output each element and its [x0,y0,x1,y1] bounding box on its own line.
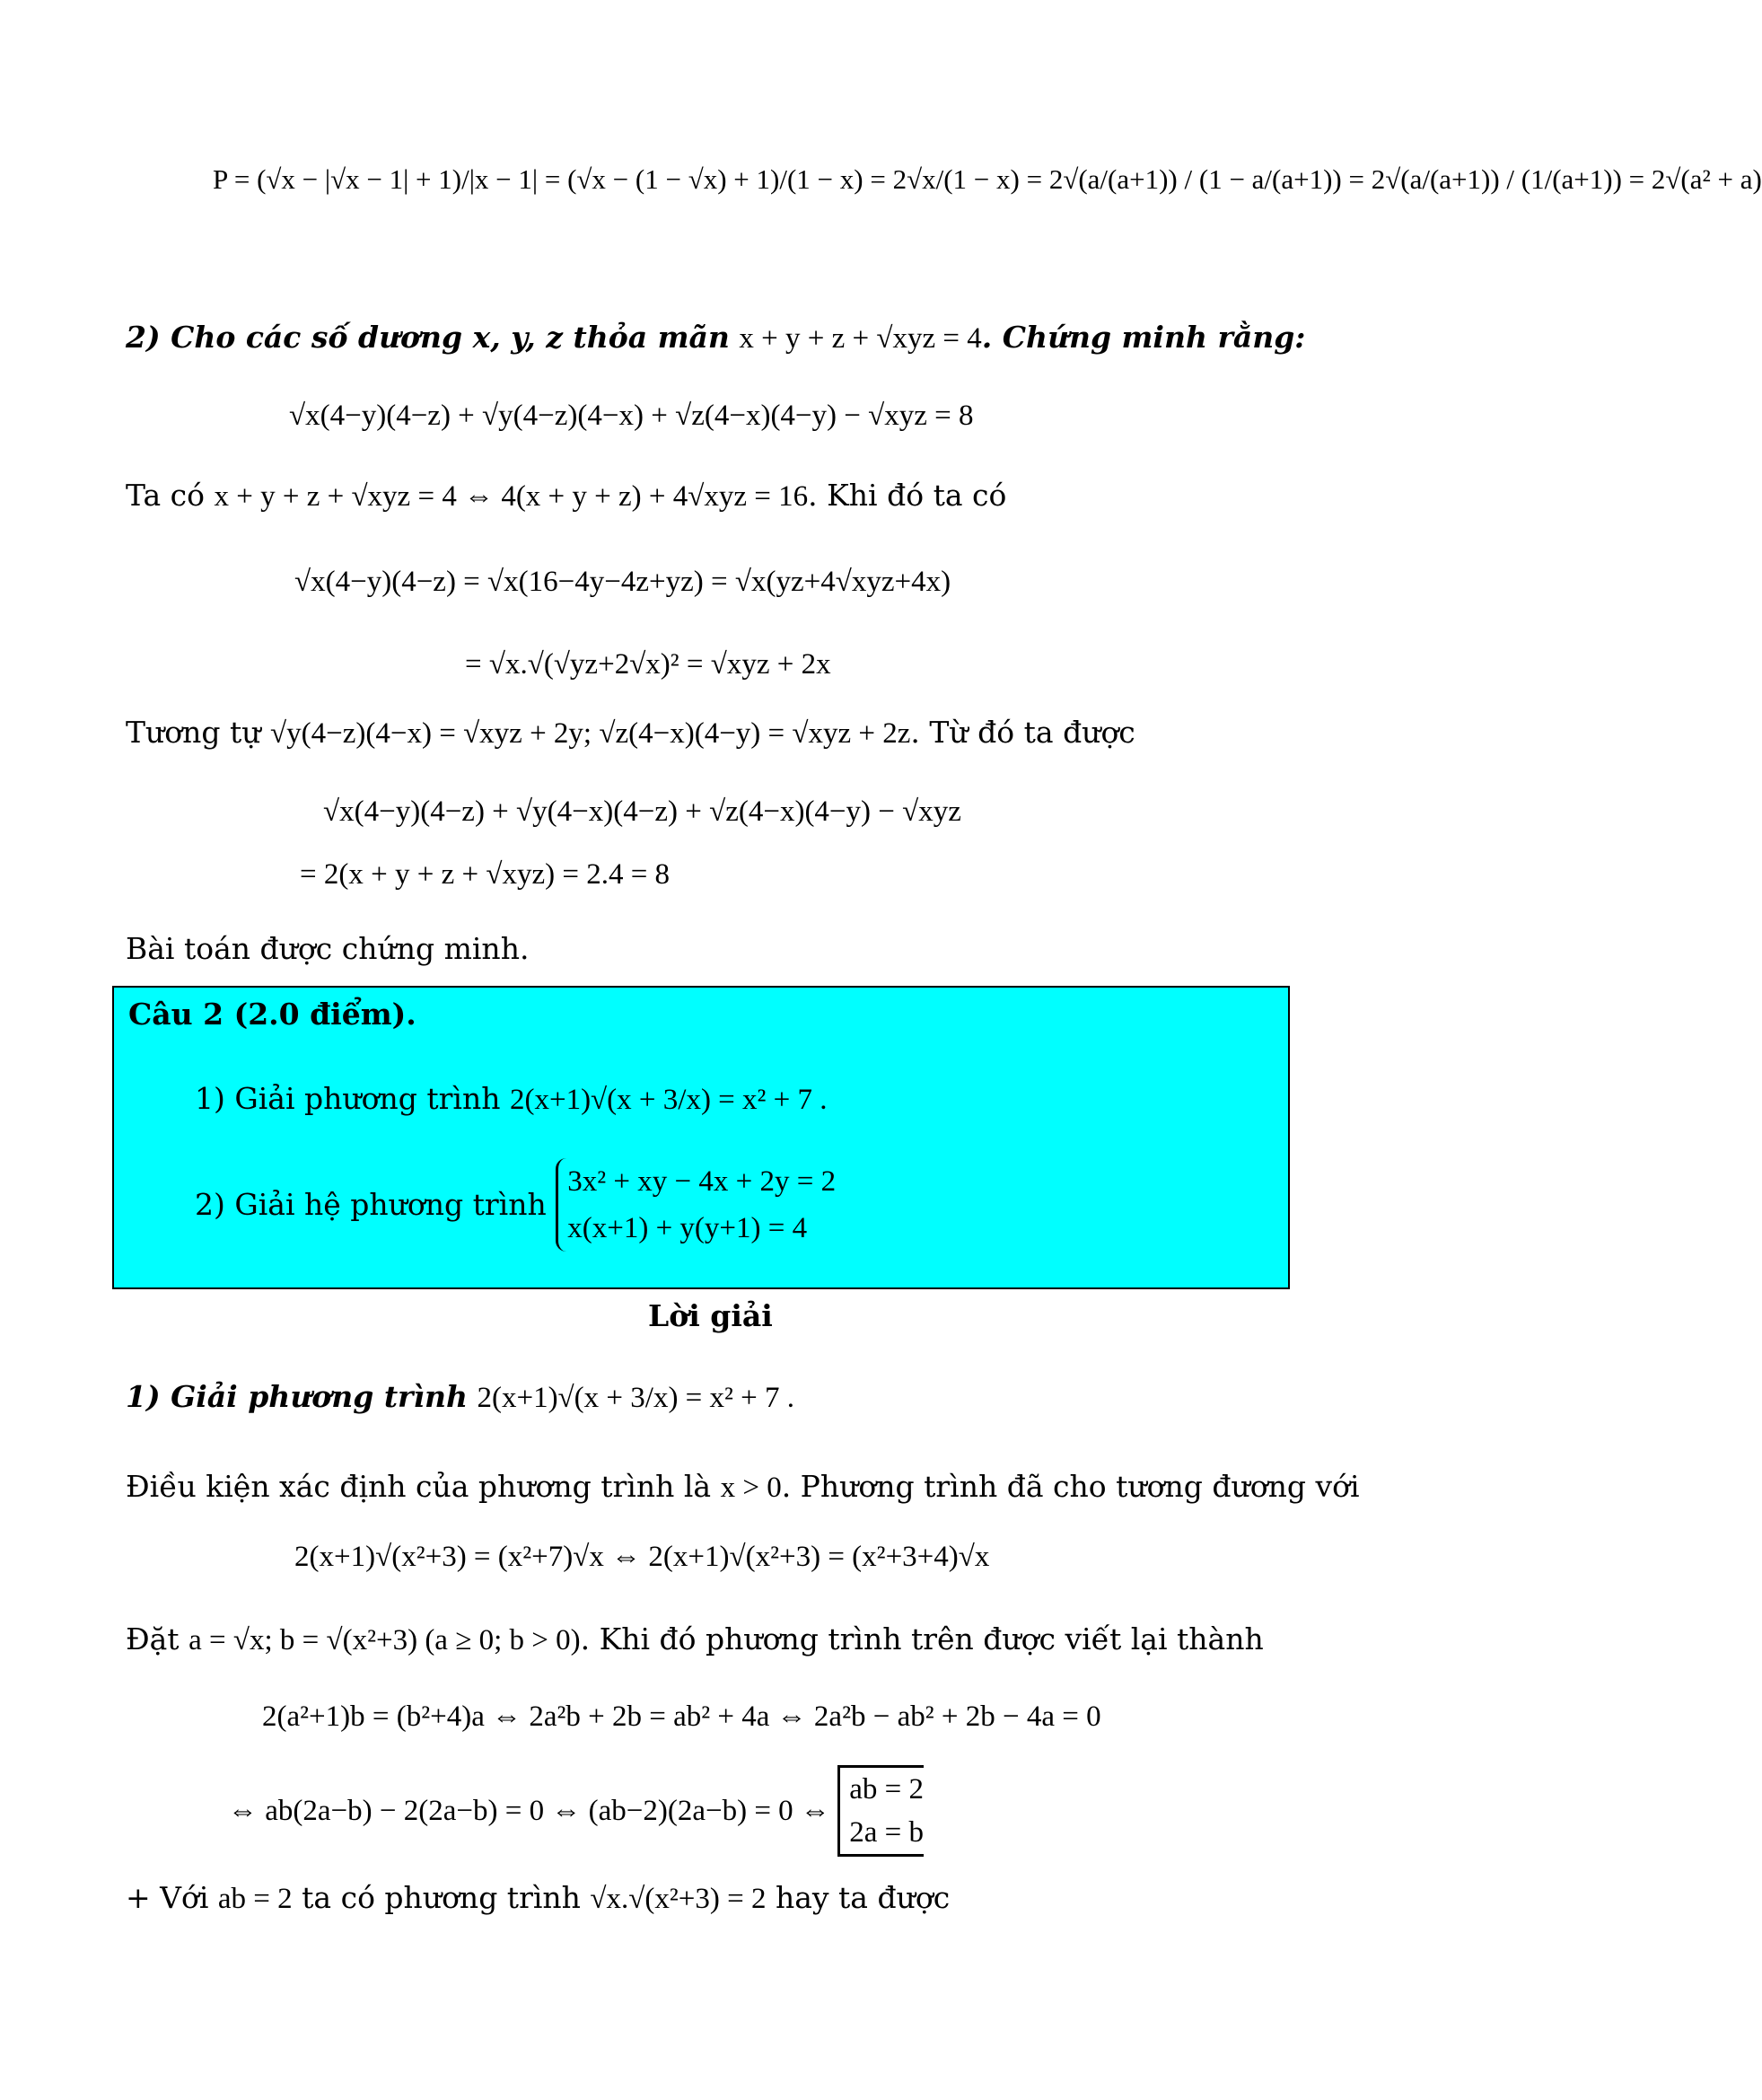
question-1-equation: 2(x+1)√(x + 3/x) = x² + 7 . [509,1084,828,1116]
substitution-line [126,1621,1264,1658]
domain-tail: . Phương trình đã cho tương đương với [781,1469,1360,1504]
case-ab2-lead: + Với [126,1880,209,1915]
identity-equation: √x(4−y)(4−z) + √y(4−z)(4−x) + √z(4−x)(4−y) − √xyz = 8 [289,400,974,432]
substitution-equation: a = √x; b = √(x²+3) (a ≥ 0; b > 0) [188,1624,581,1656]
question-box [112,986,1290,1289]
case-ab2-mid: ta có phương trình [302,1880,581,1915]
tuongtu-line [126,715,1135,751]
system-equation-2: x(x+1) + y(y+1) = 4 [567,1212,808,1244]
case-bracket [837,1765,924,1857]
question-2-system [556,1158,836,1252]
case-ab2-eq: ab = 2 [217,1883,293,1915]
question-title: Câu 2 (2.0 điểm). [128,997,416,1032]
ab-equation-2: ⇔ ab(2a−b) − 2(2a−b) = 0 ⇔ (ab−2)(2a−b) = 0 ⇔ ab = 2 2a = b [228,1765,924,1857]
domain-condition [126,1469,1360,1506]
taco-tail: . Khi đó ta có [808,478,1007,513]
solution-heading: Lời giải [648,1298,773,1333]
part2-condition: x + y + z + √xyz = 4 [739,322,982,355]
case-ab2-line [126,1880,950,1917]
domain-text: Điều kiện xác định của phương trình là [126,1469,712,1504]
question-2-lead: 2) Giải hệ phương trình [195,1187,547,1222]
case-1: ab = 2 [849,1773,924,1806]
sum-line-1: √x(4−y)(4−z) + √y(4−x)(4−z) + √z(4−x)(4−y) − √xyz [323,795,961,828]
tuongtu-tail: . Từ đó ta được [910,715,1135,750]
case-2: 2a = b [849,1816,924,1849]
question-1 [195,1081,828,1118]
system-equation-1: 3x² + xy − 4x + 2y = 2 [567,1165,837,1198]
step1-equation: √x(4−y)(4−z) = √x(16−4y−4z+yz) = √x(yz+4√xyz+4x) [294,566,951,598]
domain-equation: x > 0 [720,1472,782,1504]
sum-line-2: = 2(x + y + z + √xyz) = 2.4 = 8 [300,858,671,891]
p-formula: P = (√x − |√x − 1| + 1)/|x − 1| = (√x − (1 − √x) + 1)/(1 − x) = 2√x/(1 − x) = 2√(a/(a+1)) / (1 − a/(a+1)) = 2√(a/(a+1)) / (1/(a+1)) = 2√(a² + a) [213,163,1762,195]
part2-statement [126,320,1305,356]
ab-equation-1: 2(a²+1)b = (b²+4)a ⇔ 2a²b + 2b = ab² + 4a ⇔ 2a²b − ab² + 2b − 4a = 0 [262,1700,1101,1733]
part2-tail: . Chứng minh rằng: [981,320,1306,355]
tuongtu-equation: √y(4−z)(4−x) = √xyz + 2y; √z(4−x)(4−y) = √xyz + 2z [270,717,911,750]
solution-part1-equation: 2(x+1)√(x + 3/x) = x² + 7 . [477,1382,795,1414]
equivalent-equation: 2(x+1)√(x²+3) = (x²+7)√x ⇔ 2(x+1)√(x²+3) = (x²+3+4)√x [294,1541,990,1573]
tuongtu-lead: Tương tự [126,715,261,750]
proved-text: Bài toán được chứng minh. [126,931,530,966]
case-ab2-tail: hay ta được [775,1880,951,1915]
taco-lead: Ta có [126,478,205,513]
taco-line [126,478,1006,514]
substitution-tail: . Khi đó phương trình trên được viết lại thành [580,1621,1264,1656]
taco-equation: x + y + z + √xyz = 4 ⇔ 4(x + y + z) + 4√xyz = 16 [214,480,809,513]
solution-part1 [126,1379,794,1416]
question-2 [195,1158,836,1252]
substitution-lead: Đặt [126,1621,180,1656]
step2-equation: = √x.√(√yz+2√x)² = √xyz + 2x [465,648,831,681]
question-1-lead: 1) Giải phương trình [195,1081,501,1116]
part2-title: 2) Cho các số dương x, y, z thỏa mãn [126,320,730,355]
case-ab2-eq2: √x.√(x²+3) = 2 [590,1883,767,1915]
solution-part1-lead: 1) Giải phương trình [126,1379,468,1414]
